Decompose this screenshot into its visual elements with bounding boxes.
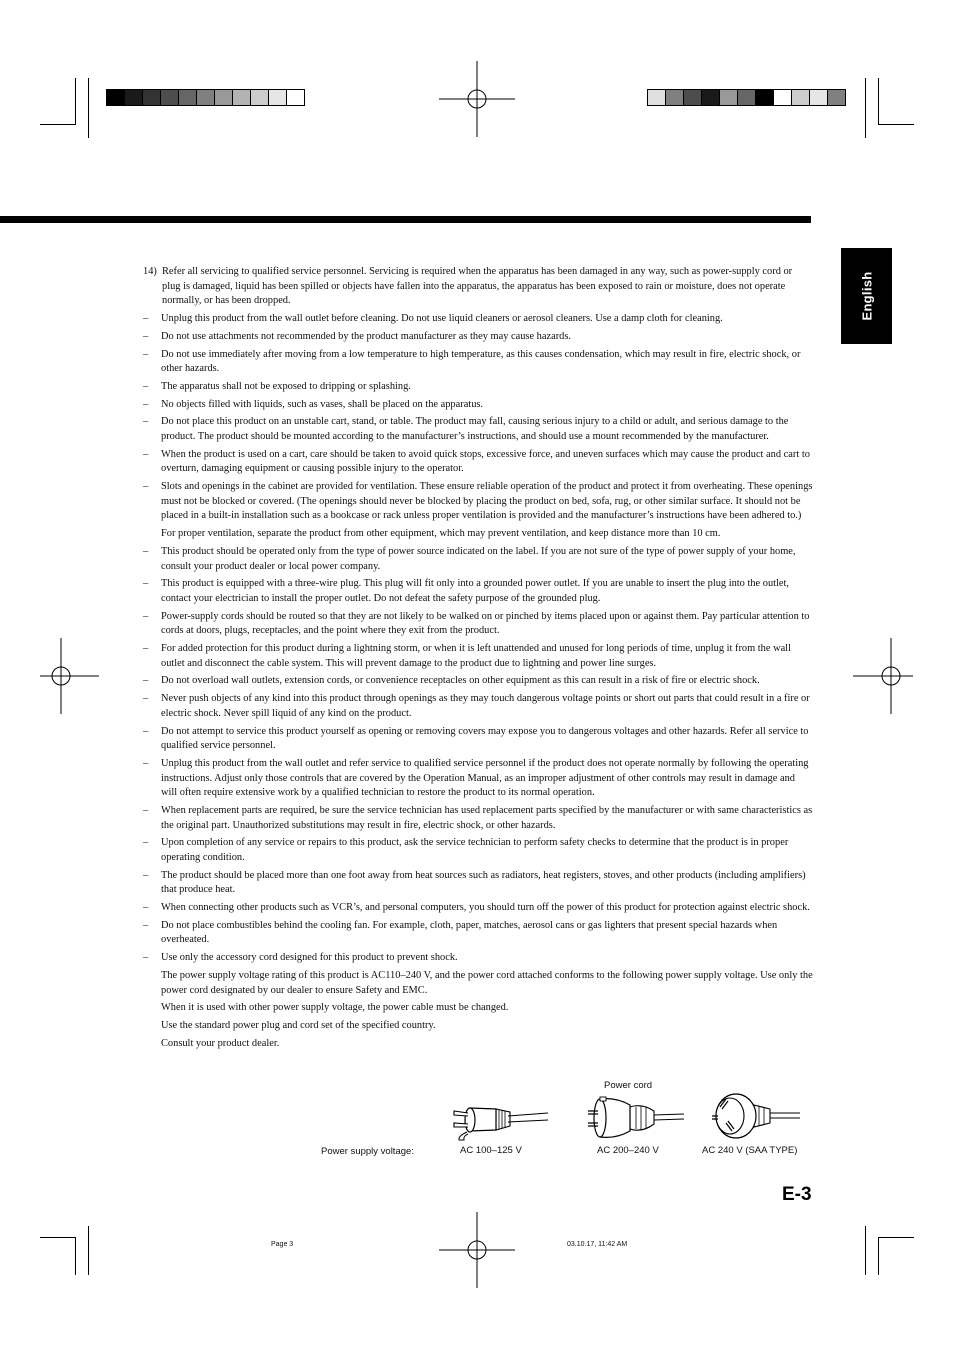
gray-swatch [665,89,684,106]
list-item [143,951,813,966]
bullet-marker: – [143,952,149,964]
gray-swatch [124,89,143,106]
list-item-text: This product is equipped with a three-wire plug. This plug will fit only into a grounded power outlet. If you are unable to insert the plug into the outlet, contact your electrician to install the proper outlet. Do not defeat the safety purpose of the grounded plug. [161,578,790,604]
bullet-marker: – [143,869,149,881]
bullet-marker: – [143,758,149,769]
list-item-text: Use only the accessory cord designed for this product to prevent shock. [161,952,458,964]
bullet-marker: – [143,578,149,590]
power-paragraph: Consult your product dealer. [161,1037,280,1049]
power-paragraph: Use the standard power plug and cord set of the specified country. [161,1020,436,1032]
list-item-text: Do not attempt to service this product yourself as opening or removing covers may expose you to dangerous voltages and other hazards. Refer all service to qualified service personnel. [161,725,809,752]
bullet-list [143,312,813,966]
plug-1-label: AC 100–125 V [460,1145,522,1156]
list-item [143,348,813,377]
saa-plug-icon [710,1085,802,1141]
list-item [143,692,813,721]
list-item-text: Upon completion of any service or repairs to this product, ask the service technician to perform safety checks to determine that the product is in proper operating condition. [161,837,789,863]
list-item [143,312,813,327]
list-item-text: Do not overload wall outlets, extension cords, or convenience receptacles on other equipment as this can result in a risk of fire or electric shock. [161,675,760,687]
safety-instructions [143,265,813,1055]
gray-swatch [809,89,828,106]
list-item-text: For added protection for this product during a lightning storm, or when it is left unattended and unused for long periods of time, unplug it from the wall outlet and disconnect the cable system. This will prevent damage to the product due to lightning and power line surges. [161,643,791,669]
list-item [143,901,813,916]
gray-swatch [683,89,702,106]
bullet-marker: – [143,348,149,360]
list-item [143,804,813,833]
registration-target-icon [853,638,929,714]
bullet-marker: – [143,837,149,849]
us-plug-icon [448,1100,550,1142]
bullet-marker: – [143,380,149,392]
page-number: E-3 [782,1184,812,1205]
list-item-text: Do not use attachments not recommended by the product manufacturer as they may cause hazards. [161,330,571,342]
list-item-text: Do not place this product on an unstable cart, stand, or table. The product may fall, causing serious injury to a child or adult, and serious damage to the product. The product should be mounted according to the manufacturer’s instructions, and should use a mount recommended by the manufacturer. [161,416,789,443]
list-item [143,577,813,606]
gray-swatch [196,89,215,106]
list-item-text: Power-supply cords should be routed so that they are not likely to be walked on or pinched by items placed upon or against them. Pay particular attention to cords at doors, plugs, receptacles, and the point where they exit from the product. [161,610,810,637]
list-item-text: Do not use immediately after moving from a low temperature to high temperature, as this causes condensation, which may result in fire, electric shock, or other hazards. [161,348,801,375]
list-item-text: The product should be placed more than one foot away from heat sources such as radiators, heat registers, stoves, and other products (including amplifiers) that produce heat. [161,869,806,896]
bullet-marker: – [143,675,149,687]
list-item [143,448,813,477]
footer-page: Page 3 [271,1241,294,1248]
bullet-marker: – [143,416,149,428]
bullet-marker: – [143,919,149,931]
power-paragraph: When it is used with other power supply voltage, the power cable must be changed. [161,1002,509,1014]
ventilation-note: For proper ventilation, separate the product from other equipment, which may prevent ventilation, and keep distance more than 10 cm. [161,528,721,540]
list-item-text: Unplug this product from the wall outlet before cleaning. Do not use liquid cleaners or aerosol cleaners. Use a damp cloth for cleaning. [161,312,723,324]
euro-plug-icon [584,1093,686,1143]
bullet-marker: – [143,312,149,324]
list-item [143,415,813,444]
bullet-marker: – [143,545,149,557]
gray-swatch [719,89,738,106]
gray-swatch [268,89,287,106]
list-item [143,919,813,948]
gray-swatch [106,89,125,106]
bullet-marker: – [143,448,149,460]
bullet-marker: – [143,330,149,342]
list-item [143,757,813,801]
gray-swatch [178,89,197,106]
list-item-text: When connecting other products such as VCR’s, and personal computers, you should turn off the power of this product for protection against electric shock. [161,902,810,914]
gray-swatch [773,89,792,106]
bullet-marker: – [143,481,149,493]
list-item [143,330,813,345]
gray-swatch [232,89,251,106]
gray-swatch [701,89,720,106]
bullet-marker: – [143,398,149,410]
list-item-text: The apparatus shall not be exposed to dripping or splashing. [161,380,411,392]
gray-swatch [142,89,161,106]
list-item-text: Unplug this product from the wall outlet and refer service to qualified service personnel if the product does not operate normally by following the operating instructions. Adjust only those controls that are covered by the Operation Manual, as an improper adjustment of other controls may result in damage and will often require extensive work by a qualified technician to restore the product to its normal operation. [161,758,809,799]
footer-timestamp: 03.10.17, 11:42 AM [567,1241,628,1248]
gray-swatch [791,89,810,106]
plug-3-label: AC 240 V (SAA TYPE) [702,1145,798,1156]
bullet-marker: – [143,610,149,622]
gray-swatch [647,89,666,106]
list-item-text: When the product is used on a cart, care should be taken to avoid quick stops, excessive force, and uneven surfaces which may cause the product and cart to overturn, damaging equipment or causing possible injury to the operator. [161,448,810,475]
list-item-text: Do not place combustibles behind the cooling fan. For example, cloth, paper, matches, aerosol cans or gas lighters that present special hazards when overheated. [161,919,778,946]
power-paragraph: The power supply voltage rating of this product is AC110–240 V, and the power cord attached conforms to the following power supply voltage. Use only the power cord designated by our dealer to ensure Safety and EMC. [161,970,813,996]
list-item [143,836,813,865]
list-item-text: This product should be operated only from the type of power source indicated on the label. If you are not sure of the type of power supply of your home, consult your product dealer or local power company. [161,545,796,572]
bullet-marker: – [143,804,149,816]
header-rule [0,216,811,223]
bullet-marker: – [143,693,149,705]
list-item [143,398,813,413]
list-item [143,480,813,524]
gray-swatch [755,89,774,106]
gray-swatch [286,89,305,106]
gray-swatch [160,89,179,106]
list-item [143,869,813,898]
list-item [143,545,813,574]
list-item: 14) Refer all servicing to qualified service personnel. Servicing is required when the apparatus has been damaged in any way, such as power-supply cord or plug is damaged, liquid has been spilled or objects have fallen into the apparatus, the apparatus has been exposed to rain or moisture, does not operate normally, or has been dropped. [143,266,793,307]
power-supply-label: Power supply voltage: [321,1146,414,1157]
gray-swatch [827,89,846,106]
plug-2-label: AC 200–240 V [597,1145,659,1156]
list-item [143,642,813,671]
language-tab [841,248,892,344]
list-item-text: Slots and openings in the cabinet are provided for ventilation. These ensure reliable operation of the product and protect it from overheating. These openings must not be blocked or covered. (The openings should never be blocked by placing the product on bed, sofa, rug, or other similar surface. It should not be placed in a built-in installation such as a bookcase or rack unless proper ventilation is provided and the manufacturer’s instructions have been adhered to.) [161,481,813,522]
power-cord-label: Power cord [604,1080,653,1091]
registration-target-icon [439,61,515,137]
gray-swatch [214,89,233,106]
list-item [143,725,813,754]
list-item [143,380,813,395]
list-item-text: No objects filled with liquids, such as vases, shall be placed on the apparatus. [161,398,484,410]
list-item [143,674,813,689]
registration-target-icon [439,1212,515,1288]
bullet-marker: – [143,902,149,914]
registration-target-icon [23,638,99,714]
language-tab-label: English [859,271,874,321]
bullet-marker: – [143,643,149,655]
gray-swatch [737,89,756,106]
bullet-marker: – [143,725,149,737]
list-item [143,610,813,639]
gray-swatch [250,89,269,106]
list-item-text: When replacement parts are required, be sure the service technician has used replacement parts specified by the manufacturer or with same characteristics as the original part. Unauthorized substitutions may result in fire, electric shock, or other hazards. [161,804,813,831]
list-item-text: Never push objects of any kind into this product through openings as they may touch dangerous voltage points or short out parts that could result in a fire or electric shock. Never spill liquid of any kind on the product. [161,693,810,719]
power-supply-paragraphs [143,969,813,1052]
